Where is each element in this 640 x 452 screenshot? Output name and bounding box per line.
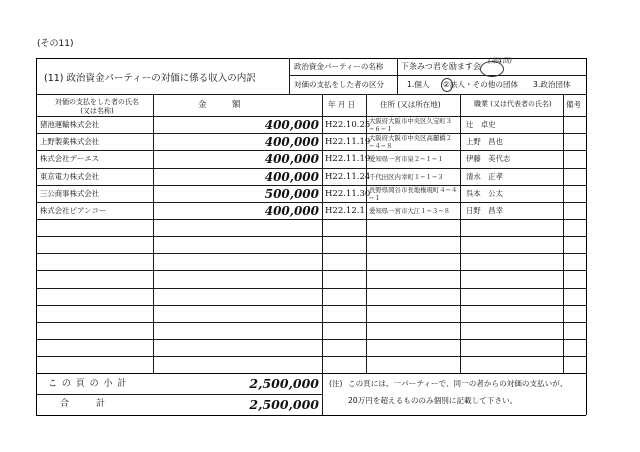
- section-title: (11) 政治資金パーティーの対価に係る収入の内訳: [44, 73, 256, 84]
- party-name-label: 政治資金パーティーの名称: [294, 62, 384, 71]
- note-prefix: (注): [329, 379, 343, 388]
- address: 愛知県一宮市泉２−１−１: [369, 155, 444, 163]
- col-header-date: 年 月 日: [328, 100, 356, 109]
- address: 大阪府大阪市中央区高麗橋２−４−８: [369, 134, 453, 150]
- col-header-payer: 対価の支払をした者の氏名 (又は名称): [55, 98, 139, 115]
- note-line-2: 20万円を超えるもののみ個別に記載して下さい。: [348, 396, 518, 405]
- payer-name: 猪池運輸株式会社: [40, 120, 100, 129]
- date: H22.11.19: [325, 154, 371, 164]
- party-stamp-text: (第4回): [488, 57, 512, 65]
- total-value: 2,500,000: [249, 397, 319, 412]
- date: H22.12.1: [325, 206, 365, 216]
- amount: 500,000: [264, 187, 319, 201]
- note-line-1: この頁には、一パーティーで、同一の者からの対価の支払いが、: [348, 379, 568, 388]
- col-header-occupation: 職業 (又は代表者の氏名): [474, 100, 552, 108]
- representative: 日野 昌幸: [466, 206, 503, 215]
- amount: 400,000: [264, 170, 319, 184]
- payer-name: 上野製薬株式会社: [40, 137, 100, 146]
- amount: 400,000: [264, 118, 319, 132]
- payer-name: 東京電力株式会社: [40, 172, 100, 181]
- subtotal-label: こ の 頁 の 小 計: [48, 379, 128, 389]
- date: H22.11.24: [325, 172, 371, 182]
- amount: 400,000: [264, 135, 319, 149]
- payer-option-political: 3.政治団体: [533, 80, 571, 89]
- payer-name: 三公商事株式会社: [40, 189, 100, 198]
- amount: 400,000: [264, 152, 319, 166]
- amount: 400,000: [264, 204, 319, 218]
- address: 大阪府大阪市中央区久宝町３−６−１: [369, 117, 453, 133]
- page-label: (その11): [37, 39, 74, 49]
- address: 長野県岡谷市長地権現町４−４−１: [369, 186, 458, 202]
- selected-option-circle: [441, 78, 453, 92]
- date: H22.11.19: [325, 137, 371, 147]
- date: H22.10.25: [325, 120, 371, 130]
- representative: 呉本 公太: [466, 189, 503, 198]
- payer-name: 株式会社ピアンコー: [40, 206, 107, 215]
- address: 千代田区内幸町１−１−３: [369, 173, 444, 181]
- col-header-address: 住所 (又は所在地): [380, 100, 441, 109]
- representative: 伊藤 美代志: [466, 154, 511, 163]
- payer-option-individual: 1.個人: [407, 80, 430, 89]
- payer-name: 株式会社デーエス: [40, 154, 100, 163]
- total-label: 合 計: [60, 399, 106, 409]
- payer-class-label: 対価の支払をした者の区分: [294, 80, 384, 89]
- party-name-value: 下条みつ君を励ます会: [401, 62, 481, 71]
- col-header-remarks: 備考: [566, 100, 581, 109]
- payer-option-corporation: ②法人・その他の団体: [443, 80, 519, 89]
- col-header-amount: 金 額: [198, 100, 241, 110]
- representative: 清水 正孝: [466, 172, 503, 181]
- subtotal-value: 2,500,000: [249, 376, 319, 391]
- representative: 辻 卓史: [466, 120, 496, 129]
- seal-stamp: [480, 61, 504, 77]
- address: 愛知県一宮市大江１−３−８: [369, 207, 451, 215]
- representative: 上野 昌也: [466, 137, 503, 146]
- date: H22.11.30: [325, 189, 371, 199]
